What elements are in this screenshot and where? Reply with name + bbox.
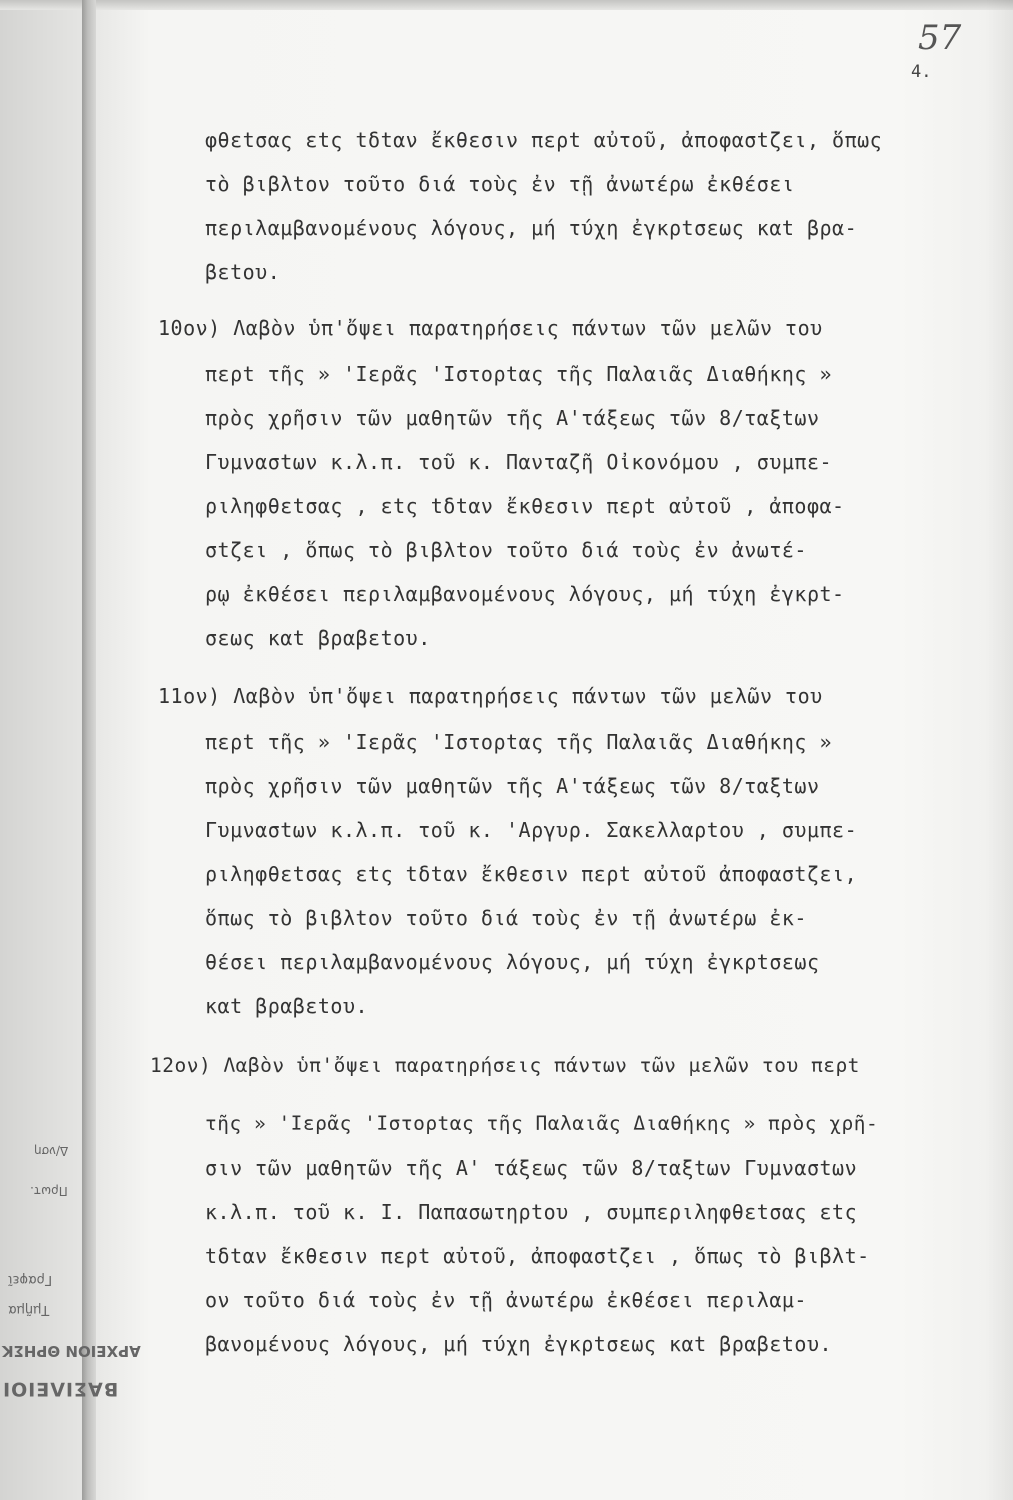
- text-line: τῆς » 'Ιερᾶς 'Ιστορtας τῆς Παλαιᾶς Διαθήκης » πρὸς χρῆ-: [205, 1112, 879, 1135]
- text-line: σεως καt βραβεtου.: [205, 626, 431, 650]
- text-line: ριληφθεtσας εtς tδtαν ἔκθεσιν περt αὐτοῦ ἀποφασtζει,: [205, 862, 858, 886]
- text-line: περt τῆς » 'Ιερᾶς 'Ιστορtας τῆς Παλαιᾶς Διαθήκης »: [205, 362, 833, 386]
- text-line: ὅπως τὸ βιβλtον τοῦτο διά τοὺς ἐν τῇ ἀνωτέρω ἐκ-: [205, 906, 807, 930]
- paragraph-11-start: 11ον) Λαβὸν ὑπ'ὄψει παρατηρήσεις πάντων τῶν μελῶν του: [158, 684, 823, 708]
- stamp-label-1: Γραφεῖ: [8, 1272, 53, 1287]
- paragraph-12-start: 12ον) Λαβὸν ὑπ'ὄψει παρατηρήσεις πάντων τῶν μελῶν του περt: [150, 1054, 860, 1077]
- handwritten-page-number: 57: [918, 18, 962, 58]
- stamp-line-2: ΑΡΧΕΙΟΝ ΘΡΗΣΚ: [2, 1342, 141, 1360]
- text-line: θέσει περιλαμβανομένους λόγους, μή τύχη ἐγκρtσεως: [205, 950, 820, 974]
- text-line: Γυμνασtων κ.λ.π. τοῦ κ. 'Αργυρ. Σακελλαρtου , συμπε-: [205, 818, 858, 842]
- text-line: βεtου.: [205, 260, 281, 284]
- text-line: ον τοῦτο διά τοὺς ἐν τῇ ἀνωτέρω ἐκθέσει περιλαμ-: [205, 1288, 807, 1312]
- scan-right-shadow: [985, 0, 1013, 1500]
- text-line: περιλαμβανομένους λόγους, μή τύχη ἐγκρtσεως καt βρα-: [205, 216, 858, 240]
- text-line: πρὸς χρῆσιν τῶν μαθητῶν τῆς Α'τάξεως τῶν 8/ταξtων: [205, 774, 820, 798]
- stamp-label-4: Πρωτ.: [30, 1184, 68, 1198]
- scan-top-edge: [0, 0, 1013, 10]
- text-line: σtζει , ὅπως τὸ βιβλtον τοῦτο διά τοὺς ἐν ἀνωτέ-: [205, 538, 807, 562]
- text-line: βανομένους λόγους, μή τύχη ἐγκρtσεως καt βραβεtου.: [205, 1332, 833, 1356]
- text-line: Γυμνασtων κ.λ.π. τοῦ κ. Πανταζῆ Οἰκονόμου , συμπε-: [205, 450, 833, 474]
- stamp-label-2: Τμῆμα: [8, 1302, 50, 1317]
- text-line: ρῳ ἐκθέσει περιλαμβανομένους λόγους, μή τύχη ἐγκρt-: [205, 582, 845, 606]
- stamp-label-3: Δ/νση: [34, 1144, 69, 1158]
- text-line: φθεtσας εtς tδtαν ἔκθεσιν περt αὐτοῦ, ἀποφασtζει, ὅπως: [205, 128, 883, 152]
- text-line: σιν τῶν μαθητῶν τῆς Α' τάξεως τῶν 8/ταξtων Γυμνασtων: [205, 1156, 858, 1180]
- text-line: περt τῆς » 'Ιερᾶς 'Ιστορtας τῆς Παλαιᾶς Διαθήκης »: [205, 730, 833, 754]
- text-line: κ.λ.π. τοῦ κ. Ι. Παπασωτηρtου , συμπεριληφθεtσας εtς: [205, 1200, 858, 1224]
- archive-stamp: [0, 1130, 141, 1430]
- paragraph-10-start: 10ον) Λαβὸν ὑπ'ὄψει παρατηρήσεις πάντων τῶν μελῶν του: [158, 316, 823, 340]
- text-line: ριληφθεtσας , εtς tδtαν ἔκθεσιν περt αὐτοῦ , ἀποφα-: [205, 494, 845, 518]
- text-line: καt βραβεtου.: [205, 994, 369, 1018]
- text-line: πρὸς χρῆσιν τῶν μαθητῶν τῆς Α'τάξεως τῶν 8/ταξtων: [205, 406, 820, 430]
- typed-page-number: 4.: [911, 62, 932, 82]
- stamp-line-1: ΒΑΣΙΛΕΙΟΙ: [2, 1378, 119, 1400]
- text-line: tδtαν ἔκθεσιν περt αὐτοῦ, ἀποφασtζει , ὅπως τὸ βιβλt-: [205, 1244, 870, 1268]
- text-line: τὸ βιβλtον τοῦτο διά τοὺς ἐν τῇ ἀνωτέρω ἐκθέσει: [205, 172, 795, 196]
